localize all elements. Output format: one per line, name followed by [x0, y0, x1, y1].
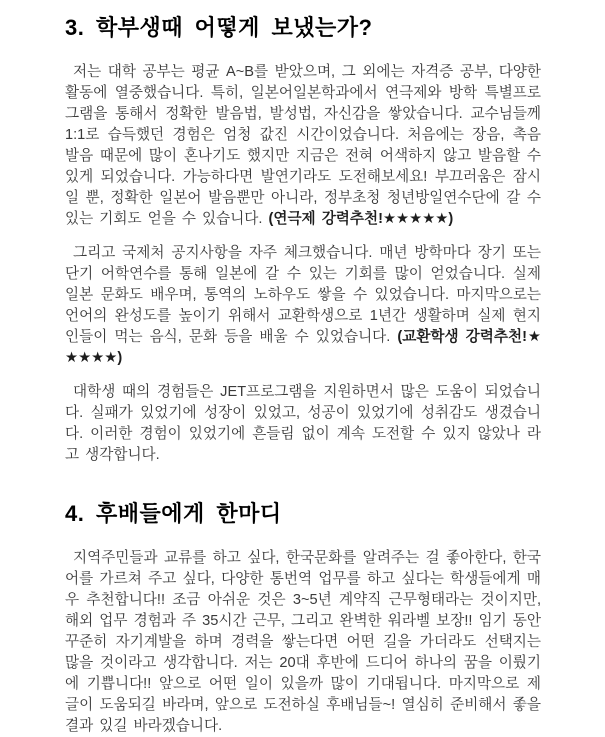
section-4-paragraph-1	[65, 548, 541, 737]
paragraph-text: 그리고 국제처 공지사항을 자주 체크했습니다. 매년 방학마다 장기 또는 단기 어학연수를 통해 일본에 갈 수 있는 기회를 많이 얻었습니다. 실제 일본 문화도 배우며, 통역의 노하우도 쌓을 수 있었습니다. 마지막으로는 언어의 완성도를 높이기 위해서 교환학생으로 1년간 생활하며 실제 현지인들이 먹는 음식, 문화 등을 배울 수 있었습니다.	[65, 245, 541, 345]
paragraph-text: 지역주민들과 교류를 하고 싶다, 한국문화를 알려주는 걸 좋아한다, 한국어를 가르쳐 주고 싶다, 다양한 통번역 업무를 하고 싶다는 학생들에게 매우 추천합니다!! 조금 아쉬운 것은 3~5년 계약직 근무형태라는 것이지만, 해외 업무 경험과 주 35시간 근무, 그리고 완벽한 워라벨 보장!! 임기 동안 꾸준히 자기계발을 하며 경력을 쌓는다면 어떤 길을 가더라도 선택지는 많을 것이라고 생각합니다. 저는 20대 후반에 드디어 하나의 꿈을 이뤘기에 기쁩니다!! 앞으로 어떤 일이 있을까 많이 기대됩니다. 마지막으로 제 글이 도움되길 바라며, 앞으로 도전하실 후배님들~! 열심히 준비해서 좋을 결과 있길 바라겠습니다.	[65, 550, 541, 734]
recommendation-note-exchange: (교환학생 강력추천!★★★★★)	[65, 329, 542, 366]
section-3-heading: 3. 학부생때 어떻게 보냈는가?	[65, 15, 373, 40]
section-3-paragraph-2	[65, 243, 541, 369]
paragraph-text: 저는 대학 공부는 평균 A~B를 받았으며, 그 외에는 자격증 공부, 다양한 활동에 열중했습니다. 특히, 일본어일본학과에서 연극제와 방학 특별프로그램을 통해서 정확한 발음법, 발성법, 자신감을 쌓았습니다. 교수님들께 1:1로 습득했던 경험은 엄청 값진 시간이었습니다. 처음에는 장음, 촉음 발음 때문에 많이 혼나기도 했지만 지금은 전혀 어색하지 않고 발음할 수 있게 되었습니다. 가능하다면 발연기라도 도전해보세요! 부끄러움은 잠시일 뿐, 정확한 일본어 발음뿐만 아니라, 정부초청 청년방일연수단에 갈 수 있는 기회도 얻을 수 있습니다.	[65, 64, 541, 227]
section-3-paragraph-3	[65, 382, 541, 466]
section-4-heading: 4. 후배들에게 한마디	[65, 501, 282, 526]
recommendation-note-theater: (연극제 강력추천!★★★★★)	[268, 211, 454, 227]
section-3-paragraph-1	[65, 62, 541, 230]
paragraph-text: 대학생 때의 경험들은 JET프로그램을 지원하면서 많은 도움이 되었습니다. 실패가 있었기에 성장이 있었고, 성공이 있었기에 성취감도 생겼습니다. 이러한 경험이 있었기에 흔들림 없이 계속 도전할 수 있지 않았나 라고 생각합니다.	[65, 384, 541, 463]
